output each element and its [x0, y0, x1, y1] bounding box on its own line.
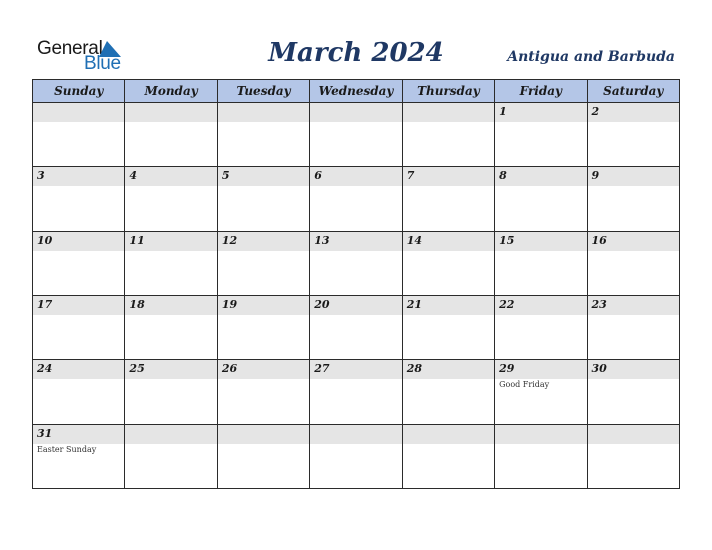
day-number-bar [495, 296, 586, 315]
day-number: 20 [314, 297, 330, 311]
day-cell [495, 295, 587, 359]
logo-text-blue: Blue [84, 53, 121, 74]
day-number: 6 [314, 169, 322, 183]
day-cell [495, 231, 587, 295]
day-number: 10 [37, 233, 53, 247]
day-number-bar [33, 360, 124, 379]
week-row [33, 360, 680, 424]
day-number-bar [33, 232, 124, 251]
day-cell [217, 360, 309, 424]
week-row [33, 167, 680, 231]
day-cell [125, 360, 217, 424]
day-number-bar [125, 167, 216, 186]
day-number-bar [495, 425, 586, 444]
day-cell [33, 295, 125, 359]
day-number: 8 [499, 169, 507, 183]
weekday-header: Thursday [402, 80, 494, 103]
day-cell [587, 360, 679, 424]
day-cell [587, 424, 679, 488]
day-cell [125, 424, 217, 488]
day-number: 15 [499, 233, 515, 247]
day-cell [402, 167, 494, 231]
day-number-bar [495, 232, 586, 251]
day-number: 7 [406, 169, 415, 183]
day-number-bar [125, 360, 216, 379]
day-number: 24 [37, 362, 53, 376]
holiday-label: Easter Sunday [37, 444, 97, 454]
day-number: 17 [37, 297, 53, 311]
week-row [33, 295, 680, 359]
day-number: 14 [406, 233, 422, 247]
day-number-bar [588, 103, 679, 122]
calendar-grid [32, 79, 680, 489]
day-number: 26 [221, 362, 238, 376]
day-cell [495, 167, 587, 231]
day-number: 27 [314, 362, 330, 376]
day-number-bar [218, 232, 309, 251]
day-number: 22 [499, 297, 515, 311]
day-number-bar [495, 103, 586, 122]
day-cell [310, 103, 402, 167]
day-cell [402, 231, 494, 295]
day-cell [33, 424, 125, 488]
day-number: 5 [221, 169, 230, 183]
day-number-bar [588, 296, 679, 315]
day-number-bar [125, 425, 216, 444]
day-number: 13 [314, 233, 330, 247]
day-number-bar [495, 360, 586, 379]
day-number: 25 [129, 362, 145, 376]
day-cell [587, 167, 679, 231]
day-number: 12 [221, 233, 238, 247]
logo-text-general: General [37, 38, 103, 59]
day-number-bar [310, 296, 401, 315]
day-cell [125, 103, 217, 167]
day-cell [310, 167, 402, 231]
country-name: Antigua and Barbuda [507, 49, 675, 65]
day-cell [217, 424, 309, 488]
day-cell [33, 167, 125, 231]
day-cell [587, 231, 679, 295]
day-number-bar [125, 103, 216, 122]
day-number-bar [125, 232, 216, 251]
day-cell [217, 295, 309, 359]
day-number: 29 [499, 362, 515, 376]
week-row [33, 424, 680, 488]
day-number-bar [403, 360, 494, 379]
day-cell [310, 231, 402, 295]
day-cell [33, 231, 125, 295]
day-number-bar [310, 167, 401, 186]
day-cell [495, 424, 587, 488]
day-cell [402, 360, 494, 424]
day-cell [217, 167, 309, 231]
weekday-header: Tuesday [217, 80, 309, 103]
day-number: 23 [591, 297, 607, 311]
day-number-bar [588, 360, 679, 379]
day-number-bar [495, 167, 586, 186]
day-number-bar [218, 425, 309, 444]
day-cell [125, 295, 217, 359]
day-number-bar [403, 103, 494, 122]
day-cell [402, 295, 494, 359]
day-cell [33, 103, 125, 167]
day-number: 3 [37, 169, 45, 183]
weekday-header: Friday [495, 80, 587, 103]
day-cell [402, 424, 494, 488]
day-number: 16 [591, 233, 607, 247]
day-number-bar [218, 167, 309, 186]
page-title: March 2024 [268, 38, 444, 68]
day-number: 30 [591, 362, 607, 376]
day-cell [217, 103, 309, 167]
day-number-bar [218, 360, 309, 379]
day-cell [310, 424, 402, 488]
calendar-body [33, 103, 680, 489]
day-number-bar [218, 103, 309, 122]
day-number-bar [403, 167, 494, 186]
day-number: 18 [129, 297, 145, 311]
day-number-bar [125, 296, 216, 315]
day-cell [495, 103, 587, 167]
day-cell [217, 231, 309, 295]
day-number: 28 [406, 362, 422, 376]
day-number-bar [310, 103, 401, 122]
weekday-header: Wednesday [310, 80, 402, 103]
day-number-bar [310, 360, 401, 379]
day-number: 9 [591, 169, 600, 183]
day-cell [125, 167, 217, 231]
day-number: 1 [499, 105, 507, 118]
day-cell [402, 103, 494, 167]
day-number-bar [310, 232, 401, 251]
week-row [33, 103, 680, 167]
day-number-bar [403, 232, 494, 251]
weekday-header: Sunday [33, 80, 125, 103]
day-cell [33, 360, 125, 424]
day-number-bar [33, 425, 124, 444]
day-number-bar [403, 296, 494, 315]
day-number: 31 [37, 426, 53, 440]
day-number: 11 [129, 233, 145, 247]
day-cell [495, 360, 587, 424]
day-number-bar [310, 425, 401, 444]
day-number: 2 [591, 105, 600, 118]
day-number-bar [588, 232, 679, 251]
day-number: 4 [129, 169, 138, 183]
day-cell [587, 103, 679, 167]
day-cell [125, 231, 217, 295]
day-number: 19 [221, 297, 238, 311]
day-number-bar [218, 296, 309, 315]
weekday-header-row [33, 80, 680, 103]
day-number-bar [33, 103, 124, 122]
day-cell [587, 295, 679, 359]
weekday-header: Saturday [587, 80, 679, 103]
day-cell [310, 360, 402, 424]
holiday-label: Good Friday [499, 380, 550, 390]
day-cell [310, 295, 402, 359]
day-number-bar [588, 167, 679, 186]
weekday-header: Monday [125, 80, 217, 103]
day-number: 21 [406, 297, 422, 311]
week-row [33, 231, 680, 295]
day-number-bar [403, 425, 494, 444]
day-number-bar [33, 167, 124, 186]
day-number-bar [33, 296, 124, 315]
day-number-bar [588, 425, 679, 444]
